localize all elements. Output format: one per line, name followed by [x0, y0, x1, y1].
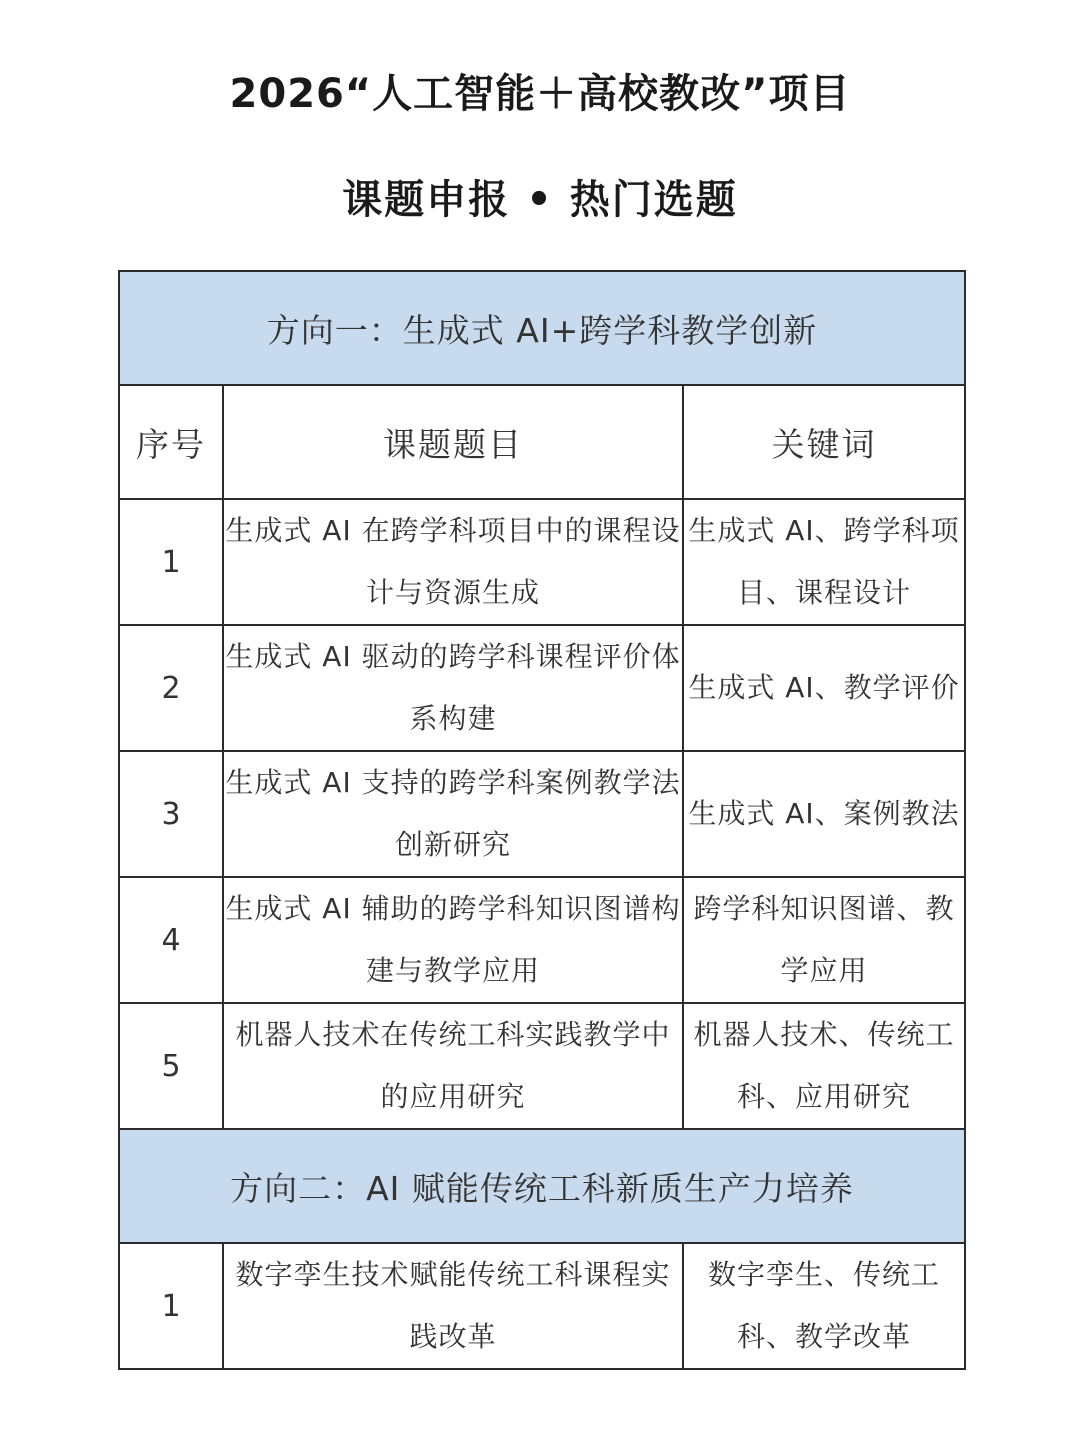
table-row [119, 625, 965, 751]
header-keywords: 关键词 [683, 385, 965, 499]
table-row [119, 1003, 965, 1129]
table-header-row [119, 385, 965, 499]
topics-table [118, 270, 966, 1370]
header-topic: 课题题目 [223, 385, 683, 499]
table-row [119, 499, 965, 625]
section-heading: 方向二：AI 赋能传统工科新质生产力培养 [119, 1129, 965, 1243]
row-topic: 生成式 AI 辅助的跨学科知识图谱构建与教学应用 [223, 877, 683, 1003]
section-row [119, 1129, 965, 1243]
row-keywords: 生成式 AI、跨学科项目、课程设计 [683, 499, 965, 625]
header-number: 序号 [119, 385, 223, 499]
section-heading: 方向一：生成式 AI+跨学科教学创新 [119, 271, 965, 385]
row-number: 1 [119, 499, 223, 625]
row-number: 1 [119, 1243, 223, 1369]
row-topic: 生成式 AI 驱动的跨学科课程评价体系构建 [223, 625, 683, 751]
row-topic: 生成式 AI 在跨学科项目中的课程设计与资源生成 [223, 499, 683, 625]
row-number: 2 [119, 625, 223, 751]
table-row [119, 751, 965, 877]
table-row [119, 877, 965, 1003]
row-topic: 机器人技术在传统工科实践教学中的应用研究 [223, 1003, 683, 1129]
row-keywords: 生成式 AI、案例教法 [683, 751, 965, 877]
row-keywords: 生成式 AI、教学评价 [683, 625, 965, 751]
page-title: 2026“人工智能＋高校教改”项目 [229, 71, 851, 117]
row-number: 5 [119, 1003, 223, 1129]
row-keywords: 数字孪生、传统工科、教学改革 [683, 1243, 965, 1369]
row-number: 3 [119, 751, 223, 877]
row-topic: 数字孪生技术赋能传统工科课程实践改革 [223, 1243, 683, 1369]
page-subtitle: 课题申报 • 热门选题 [342, 177, 738, 223]
table-row [119, 1243, 965, 1369]
row-keywords: 跨学科知识图谱、教学应用 [683, 877, 965, 1003]
row-keywords: 机器人技术、传统工科、应用研究 [683, 1003, 965, 1129]
section-row [119, 271, 965, 385]
row-topic: 生成式 AI 支持的跨学科案例教学法创新研究 [223, 751, 683, 877]
row-number: 4 [119, 877, 223, 1003]
